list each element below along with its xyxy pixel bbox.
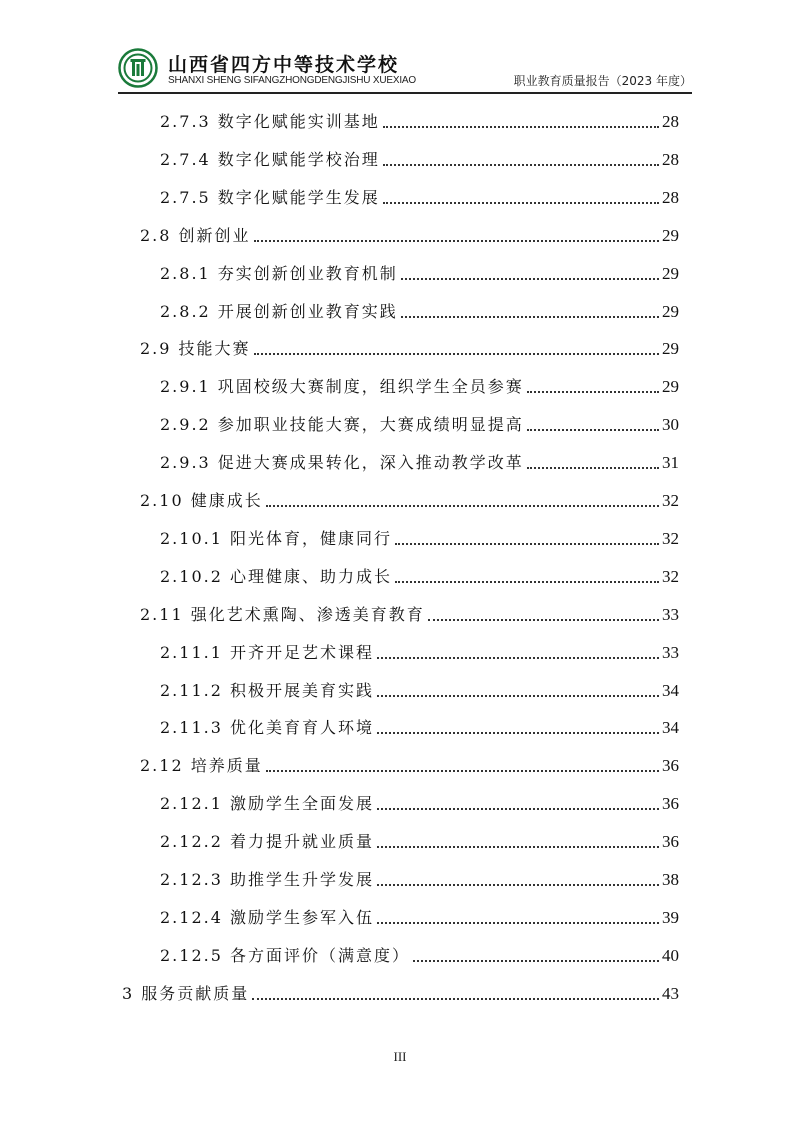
toc-entry-title: 2.12 培养质量 bbox=[140, 756, 263, 776]
toc-dot-leader bbox=[377, 922, 659, 924]
toc-dot-leader bbox=[377, 846, 659, 848]
toc-dot-leader bbox=[413, 960, 659, 962]
toc-entry[interactable] bbox=[160, 373, 679, 397]
toc-dot-leader bbox=[383, 126, 659, 128]
toc-entry-title: 2.10.1 阳光体育，健康同行 bbox=[160, 528, 392, 548]
toc-dot-leader bbox=[266, 770, 659, 772]
toc-dot-leader bbox=[527, 429, 659, 431]
toc-entry[interactable] bbox=[140, 487, 679, 511]
toc-entry-title: 2.11.1 开齐开足艺术课程 bbox=[160, 642, 374, 662]
toc-entry-title: 2.9.2 参加职业技能大赛，大赛成绩明显提高 bbox=[160, 415, 524, 435]
toc-dot-leader bbox=[377, 695, 659, 697]
toc-dot-leader bbox=[252, 998, 659, 1000]
toc-entry[interactable] bbox=[160, 904, 679, 928]
toc-dot-leader bbox=[377, 884, 659, 886]
toc-entry-page: 29 bbox=[662, 263, 679, 283]
toc-entry[interactable] bbox=[160, 411, 679, 435]
toc-entry-title: 2.12.3 助推学生升学发展 bbox=[160, 870, 374, 889]
toc-entry[interactable] bbox=[140, 752, 679, 776]
toc-dot-leader bbox=[383, 164, 659, 166]
toc-entry-title: 2.10 健康成长 bbox=[140, 491, 263, 510]
toc-entry-page: 32 bbox=[662, 491, 679, 510]
toc-entry-title: 2.10.2 心理健康、助力成长 bbox=[160, 566, 392, 586]
toc-entry[interactable] bbox=[160, 828, 679, 852]
toc-entry-page: 29 bbox=[662, 377, 679, 397]
toc-dot-leader bbox=[377, 808, 659, 810]
report-title: 职业教育质量报告（2023 年度） bbox=[513, 74, 692, 88]
toc-entry[interactable] bbox=[140, 601, 679, 625]
toc-dot-leader bbox=[527, 391, 659, 393]
toc-dot-leader bbox=[527, 467, 659, 469]
toc-entry-page: 28 bbox=[662, 112, 679, 131]
toc-dot-leader bbox=[254, 353, 659, 355]
page-number: III bbox=[393, 1049, 407, 1064]
toc-entry-page: 29 bbox=[662, 301, 679, 321]
toc-entry[interactable] bbox=[160, 146, 679, 170]
toc-entry[interactable] bbox=[160, 677, 679, 701]
toc-entry[interactable] bbox=[160, 866, 679, 890]
toc-dot-leader bbox=[428, 619, 659, 621]
toc-entry-page: 29 bbox=[662, 339, 679, 359]
school-name-cn: 山西省四方中等技术学校 bbox=[168, 54, 400, 76]
toc-entry-title: 2.8.1 夯实创新创业教育机制 bbox=[160, 263, 398, 283]
toc-entry-page: 36 bbox=[662, 794, 679, 814]
toc-entry[interactable] bbox=[140, 335, 679, 359]
toc-entry-title: 2.11 强化艺术熏陶、渗透美育教育 bbox=[140, 604, 425, 624]
toc-dot-leader bbox=[401, 278, 659, 280]
toc-entry-title: 2.8.2 开展创新创业教育实践 bbox=[160, 301, 398, 321]
toc-entry-page: 34 bbox=[662, 680, 679, 700]
toc-entry-page: 34 bbox=[662, 718, 679, 738]
toc-dot-leader bbox=[395, 543, 659, 545]
toc-entry-title: 2.11.2 积极开展美育实践 bbox=[160, 680, 374, 700]
toc-entry-title: 3 服务贡献质量 bbox=[122, 983, 250, 1003]
toc-entry[interactable] bbox=[160, 563, 679, 587]
toc-entry-page: 32 bbox=[662, 528, 679, 548]
toc-entry-title: 2.12.4 激励学生参军入伍 bbox=[160, 907, 374, 927]
toc-entry-title: 2.12.2 着力提升就业质量 bbox=[160, 832, 374, 852]
toc-entry-title: 2.9 技能大赛 bbox=[140, 339, 251, 359]
toc-entry[interactable] bbox=[122, 980, 679, 1004]
toc-entry[interactable] bbox=[160, 525, 679, 549]
toc-entry-page: 38 bbox=[662, 870, 679, 889]
toc-dot-leader bbox=[395, 581, 659, 583]
toc-entry[interactable] bbox=[160, 639, 679, 663]
toc-entry-title: 2.12.1 激励学生全面发展 bbox=[160, 794, 374, 814]
toc-dot-leader bbox=[266, 505, 659, 507]
toc-entry-title: 2.8 创新创业 bbox=[140, 225, 251, 245]
toc-entry-page: 33 bbox=[662, 642, 679, 662]
toc-entry-page: 30 bbox=[662, 415, 679, 435]
toc-entry[interactable] bbox=[160, 184, 679, 208]
toc-entry-page: 39 bbox=[662, 907, 679, 927]
toc-dot-leader bbox=[377, 732, 659, 734]
toc-entry[interactable] bbox=[160, 942, 679, 966]
toc-entry[interactable] bbox=[160, 790, 679, 814]
toc-entry-page: 36 bbox=[662, 832, 679, 852]
toc-entry[interactable] bbox=[160, 108, 679, 132]
toc-entry-page: 36 bbox=[662, 756, 679, 776]
toc-entry-page: 40 bbox=[662, 945, 679, 965]
toc-entry-page: 32 bbox=[662, 566, 679, 586]
toc-entry-page: 28 bbox=[662, 187, 679, 207]
toc-entry[interactable] bbox=[160, 714, 679, 738]
toc-entry-title: 2.7.4 数字化赋能学校治理 bbox=[160, 149, 380, 169]
toc-dot-leader bbox=[383, 202, 659, 204]
toc-entry[interactable] bbox=[160, 449, 679, 473]
toc-dot-leader bbox=[254, 240, 659, 242]
toc-entry-title: 2.9.3 促进大赛成果转化，深入推动教学改革 bbox=[160, 453, 524, 473]
toc-entry-title: 2.7.5 数字化赋能学生发展 bbox=[160, 187, 380, 207]
toc-dot-leader bbox=[377, 657, 659, 659]
toc-entry-page: 29 bbox=[662, 225, 679, 245]
school-name-en: SHANXI SHENG SIFANGZHONGDENGJISHU XUEXIAO bbox=[168, 75, 416, 86]
toc-entry-title: 2.7.3 数字化赋能实训基地 bbox=[160, 112, 380, 131]
toc-entry-page: 43 bbox=[662, 983, 679, 1003]
toc-entry-title: 2.12.5 各方面评价（满意度） bbox=[160, 945, 410, 965]
toc-entry-page: 31 bbox=[662, 453, 679, 473]
toc-entry-title: 2.11.3 优化美育育人环境 bbox=[160, 718, 374, 738]
toc-entry[interactable] bbox=[160, 298, 679, 322]
toc-entry[interactable] bbox=[140, 222, 679, 246]
toc-entry[interactable] bbox=[160, 260, 679, 284]
toc-dot-leader bbox=[401, 316, 659, 318]
toc-entry-page: 28 bbox=[662, 149, 679, 169]
toc-entry-page: 33 bbox=[662, 604, 679, 624]
toc-entry-title: 2.9.1 巩固校级大赛制度，组织学生全员参赛 bbox=[160, 377, 524, 397]
